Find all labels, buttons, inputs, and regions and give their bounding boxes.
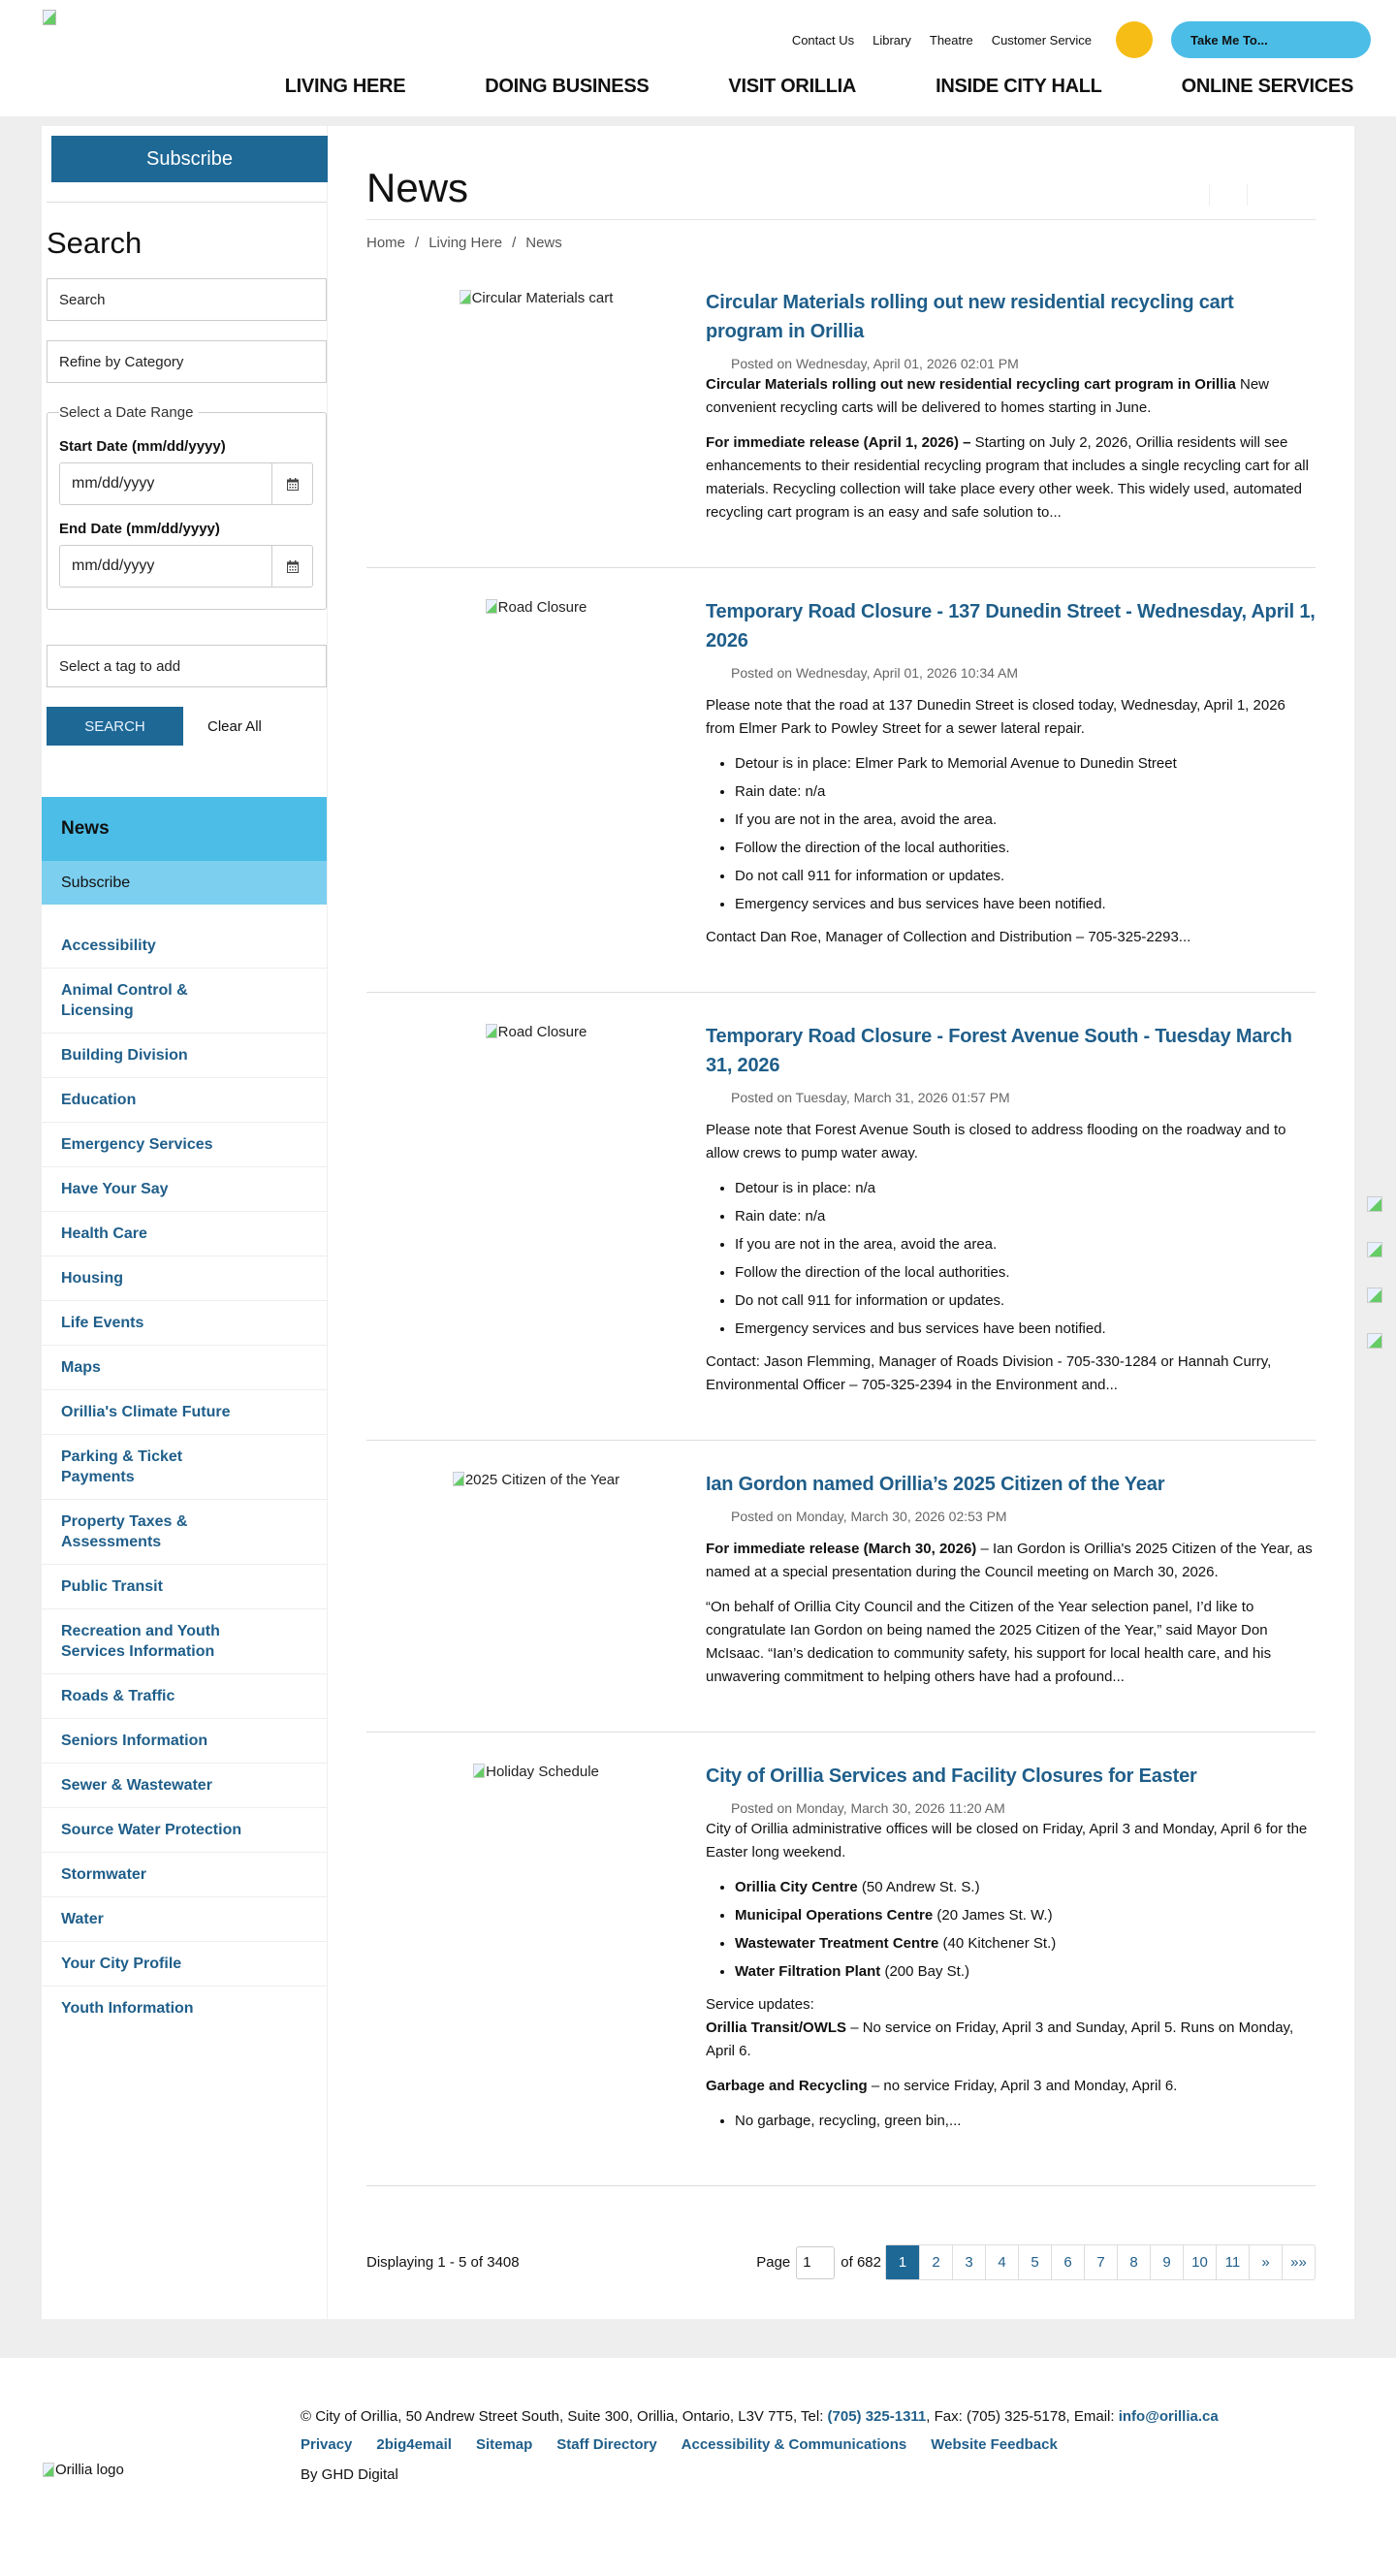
results-count: Displaying 1 - 5 of 3408	[366, 2254, 520, 2271]
sidebar-item-life-events[interactable]	[42, 1301, 327, 1346]
nav-living-here[interactable]: LIVING HERE	[284, 76, 406, 97]
section-nav-title[interactable]: News	[42, 797, 327, 861]
summary-bold: For immediate release (April 1, 2026) –	[706, 434, 971, 451]
page-container	[42, 126, 1354, 2319]
subscribe-button[interactable]: Subscribe	[51, 136, 328, 182]
sidebar-item-label: Have Your Say	[61, 1181, 169, 1197]
list-item: • Municipal Operations Centre (20 James St. W.)	[735, 1904, 1316, 1927]
sidebar-item-source-water[interactable]	[42, 1808, 327, 1853]
page-link-9[interactable]: 9	[1150, 2245, 1183, 2279]
page-title-text: News	[366, 165, 469, 210]
page-controls	[756, 2244, 1316, 2280]
nav-doing-business[interactable]: DOING BUSINESS	[485, 76, 650, 97]
summary-text: Contact Dan Roe, Manager of Collection and Distribution – 705-325-2293...	[706, 929, 1191, 945]
search-input[interactable]: Search	[47, 278, 327, 321]
posted-date: Posted on Monday, March 30, 2026 02:53 PM	[731, 1509, 1007, 1524]
breadcrumb: Home / Living Here / News	[366, 235, 562, 251]
sidebar-item-label: Youth Information	[61, 2000, 194, 2017]
end-date-label: End Date (mm/dd/yyyy)	[59, 521, 220, 537]
list-item: • Detour is in place: Elmer Park to Memorial Avenue to Dunedin Street	[735, 752, 1316, 776]
footer-email-link[interactable]: info@orillia.ca	[1118, 2408, 1219, 2425]
news-title-link[interactable]: Temporary Road Closure - Forest Avenue South - Tuesday March 31, 2026	[706, 1026, 1292, 1076]
image-placeholder-icon: Circular Materials cart	[460, 290, 614, 525]
sidebar-item-label: Recreation and Youth Services Information	[61, 1623, 220, 1660]
footer-credit: By GHD Digital	[301, 2466, 398, 2483]
sidebar-item-building-division[interactable]	[42, 1034, 327, 1078]
image-placeholder-icon: Holiday Schedule	[473, 1764, 599, 2143]
sidebar-item-sewer[interactable]	[42, 1764, 327, 1808]
list-item: • No garbage, recycling, green bin,...	[735, 2110, 1316, 2133]
last-page-button[interactable]: »»	[1282, 2245, 1315, 2279]
summary-list	[735, 1876, 1316, 1984]
summary-text: – No service on Friday, April 3 and Sunday, April 5. Runs on Monday, April 6.	[706, 2019, 1294, 2059]
page-total: of 682	[841, 2254, 881, 2271]
sidebar-item-label: Accessibility	[61, 938, 156, 954]
sidebar-item-label: Seniors Information	[61, 1733, 208, 1749]
sidebar-item-label: Maps	[61, 1359, 101, 1376]
date-range-fieldset	[47, 404, 327, 610]
tag-select[interactable]: Select a tag to add	[47, 645, 327, 687]
social-icon[interactable]	[1367, 1242, 1382, 1257]
list-item: • Rain date: n/a	[735, 780, 1316, 804]
posted-date: Posted on Tuesday, March 31, 2026 01:57 PM	[731, 1090, 1010, 1105]
sidebar-item-emergency-services[interactable]	[42, 1123, 327, 1167]
news-title-link[interactable]: Ian Gordon named Orillia’s 2025 Citizen of the Year	[706, 1474, 1165, 1495]
section-nav-subscribe[interactable]: Subscribe	[42, 861, 327, 905]
summary-text: New convenient recycling carts will be delivered to homes starting in June.	[706, 376, 1270, 416]
page-background	[0, 116, 1396, 2358]
contact-us-link[interactable]: Contact Us	[791, 32, 855, 48]
sidebar-item-public-transit[interactable]	[42, 1565, 327, 1609]
end-date-field	[59, 545, 313, 588]
library-link[interactable]: Library	[872, 32, 911, 48]
footer-tel-link[interactable]: (705) 325-1311	[827, 2408, 927, 2425]
summary-list	[735, 752, 1316, 916]
sidebar-item-education[interactable]	[42, 1078, 327, 1123]
news-title-link[interactable]: Temporary Road Closure - 137 Dunedin Street - Wednesday, April 1, 2026	[706, 601, 1316, 652]
sidebar-item-recreation-youth[interactable]	[42, 1609, 327, 1674]
service-updates-label: Service updates:	[706, 1996, 814, 2013]
sidebar-item-label: Property Taxes & Assessments	[61, 1513, 188, 1550]
sidebar-item-label: Roads & Traffic	[61, 1688, 175, 1704]
start-date-field	[59, 462, 313, 505]
share-icon[interactable]	[1247, 184, 1248, 206]
sidebar-item-maps[interactable]	[42, 1346, 327, 1390]
image-placeholder-icon: 2025 Citizen of the Year	[453, 1472, 619, 1689]
print-icon[interactable]	[1209, 184, 1210, 206]
sidebar-item-label: Animal Control & Licensing	[61, 982, 188, 1019]
sidebar-item-label: Orillia's Climate Future	[61, 1404, 231, 1420]
page-link-8[interactable]: 8	[1117, 2245, 1150, 2279]
nav-online-services[interactable]: ONLINE SERVICES	[1181, 76, 1353, 97]
page-link-5[interactable]: 5	[1018, 2245, 1051, 2279]
summary-text: Please note that Forest Avenue South is closed to address flooding on the roadway and to allow crews to pump water away.	[706, 1122, 1286, 1161]
sidebar-links	[42, 924, 327, 2030]
news-item	[366, 1733, 1316, 2186]
posted-date: Posted on Wednesday, April 01, 2026 10:34 AM	[731, 665, 1019, 681]
clear-all-link[interactable]: Clear All	[207, 717, 262, 735]
posted-date: Posted on Monday, March 30, 2026 11:20 AM	[731, 1800, 1005, 1816]
calendar-icon[interactable]	[271, 546, 312, 587]
footer-address: © City of Orillia, 50 Andrew Street South, Suite 300, Orillia, Ontario, L3V 7T5, Tel: (705) 325-1311, Fax: (705) 325-5178, Email: info@orillia.ca	[301, 2408, 1219, 2425]
sidebar-item-roads-traffic[interactable]	[42, 1674, 327, 1719]
footer-logo[interactable]: Orillia logo	[43, 2462, 124, 2478]
list-item: • If you are not in the area, avoid the area.	[735, 1233, 1316, 1256]
news-thumbnail[interactable]	[366, 1470, 706, 1689]
news-summary	[706, 1119, 1316, 1397]
calendar-icon[interactable]	[271, 463, 312, 504]
page-tools	[1209, 184, 1248, 206]
sidebar-item-label: Public Transit	[61, 1578, 163, 1595]
breadcrumb-living-here[interactable]: Living Here	[428, 235, 503, 251]
list-item: • Wastewater Treatment Centre (40 Kitchener St.)	[735, 1932, 1316, 1956]
breadcrumb-home[interactable]: Home	[366, 235, 406, 251]
footer-link-accessibility[interactable]: Accessibility & Communications	[681, 2436, 907, 2453]
sidebar-item-animal-control[interactable]	[42, 969, 327, 1034]
theatre-link[interactable]: Theatre	[929, 32, 973, 48]
next-page-button[interactable]: »	[1249, 2245, 1282, 2279]
image-placeholder-icon: Road Closure	[486, 599, 587, 949]
sidebar-item-label: Sewer & Wastewater	[61, 1777, 212, 1794]
summary-text: “On behalf of Orillia City Council and the Citizen of the Year selection panel, I’d like to congratulate Ian Gordon on being named the 2025 Citizen of the Year,” said Mayor Don McIsaac. “Ian’s dedication to community safety, his support for local health care, and his unwavering commitment to helping others have had a profound...	[706, 1599, 1272, 1685]
footer-link-privacy[interactable]: Privacy	[301, 2436, 353, 2453]
sidebar-item-seniors[interactable]	[42, 1719, 327, 1764]
footer-link-2big4email[interactable]: 2big4email	[376, 2436, 452, 2453]
news-item	[366, 1441, 1316, 1733]
list-item: • Follow the direction of the local authorities.	[735, 837, 1316, 860]
list-item: • Rain date: n/a	[735, 1205, 1316, 1228]
sidebar-item-label: Stormwater	[61, 1866, 147, 1883]
posted-date: Posted on Wednesday, April 01, 2026 02:01 PM	[731, 356, 1019, 371]
start-date-label: Start Date (mm/dd/yyyy)	[59, 438, 226, 455]
sidebar-item-have-your-say[interactable]	[42, 1167, 327, 1212]
social-icon[interactable]	[1367, 1288, 1382, 1303]
end-date-input[interactable]: mm/dd/yyyy	[72, 557, 155, 574]
news-summary	[706, 1538, 1316, 1689]
news-summary	[706, 694, 1316, 949]
page-link-1[interactable]: 1	[886, 2245, 919, 2279]
image-placeholder-icon: Road Closure	[486, 1024, 587, 1397]
main-content	[328, 126, 1354, 2319]
list-item: • Emergency services and bus services have been notified.	[735, 893, 1316, 916]
news-thumbnail[interactable]	[366, 597, 706, 949]
summary-bold: Circular Materials rolling out new residential recycling cart program in Orillia	[706, 376, 1236, 393]
utility-nav	[774, 21, 1371, 58]
news-title-link[interactable]: City of Orillia Services and Facility Closures for Easter	[706, 1765, 1197, 1787]
footer-link-feedback[interactable]: Website Feedback	[931, 2436, 1058, 2453]
summary-bold: Garbage and Recycling	[706, 2078, 868, 2094]
sidebar-item-housing[interactable]	[42, 1256, 327, 1301]
sidebar-item-label: Housing	[61, 1270, 123, 1287]
page-link-10[interactable]: 10	[1183, 2245, 1216, 2279]
start-date-input[interactable]: mm/dd/yyyy	[72, 475, 155, 492]
sidebar-item-label: Education	[61, 1092, 137, 1108]
summary-list	[735, 1177, 1316, 1341]
news-thumbnail[interactable]	[366, 1022, 706, 1397]
nav-inside-city-hall[interactable]: INSIDE CITY HALL	[936, 76, 1102, 97]
page-links	[885, 2244, 1316, 2280]
footer-link-staff-directory[interactable]: Staff Directory	[556, 2436, 657, 2453]
summary-text: Contact: Jason Flemming, Manager of Roads Division - 705-330-1284 or Hannah Curry, Environmental Officer – 705-325-2394 in the Environment and...	[706, 1353, 1272, 1393]
sidebar-item-climate-future[interactable]	[42, 1390, 327, 1435]
news-item	[366, 568, 1316, 993]
search-button[interactable]: SEARCH	[47, 707, 183, 746]
sidebar-item-city-profile[interactable]	[42, 1942, 327, 1987]
sidebar-item-parking[interactable]	[42, 1435, 327, 1500]
page-link-7[interactable]: 7	[1084, 2245, 1117, 2279]
sidebar-item-health-care[interactable]	[42, 1212, 327, 1256]
summary-text: – Ian Gordon is Orillia's 2025 Citizen of the Year, as named at a special presentation during the Council meeting on March 30, 2026.	[706, 1541, 1313, 1580]
summary-text: Please note that the road at 137 Dunedin Street is closed today, Wednesday, April 1, 2026 from Elmer Park to Powley Street for a sewer lateral repair.	[706, 697, 1285, 737]
page-title	[366, 165, 1316, 220]
news-summary	[706, 373, 1316, 525]
site-logo[interactable]	[43, 10, 56, 25]
sidebar-item-label: Health Care	[61, 1225, 147, 1242]
page-link-3[interactable]: 3	[952, 2245, 985, 2279]
summary-list	[735, 2110, 1316, 2133]
page-link-2[interactable]: 2	[919, 2245, 952, 2279]
breadcrumb-current: News	[525, 235, 562, 251]
take-me-to-button[interactable]: Take Me To...	[1171, 21, 1371, 58]
yellow-circle-icon[interactable]	[1116, 21, 1153, 58]
site-header	[0, 0, 1396, 116]
page-number-input[interactable]: 1	[796, 2246, 835, 2279]
page-link-4[interactable]: 4	[985, 2245, 1018, 2279]
footer-links	[301, 2436, 1219, 2453]
list-item: • Detour is in place: n/a	[735, 1177, 1316, 1200]
news-thumbnail[interactable]	[366, 1762, 706, 2143]
search-actions	[47, 707, 327, 746]
sidebar-item-stormwater[interactable]	[42, 1853, 327, 1897]
sidebar-item-property-taxes[interactable]	[42, 1500, 327, 1565]
news-summary	[706, 1818, 1316, 2133]
list-item: • Orillia City Centre (50 Andrew St. S.)	[735, 1876, 1316, 1899]
customer-service-link[interactable]: Customer Service	[991, 32, 1092, 48]
list-item: • Emergency services and bus services have been notified.	[735, 1318, 1316, 1341]
sidebar-item-label: Your City Profile	[61, 1956, 182, 1972]
sidebar-item-water[interactable]	[42, 1897, 327, 1942]
sidebar-item-label: Building Division	[61, 1047, 188, 1064]
sidebar-item-label: Emergency Services	[61, 1136, 213, 1153]
sidebar-item-label: Parking & Ticket Payments	[61, 1448, 183, 1485]
list-item: • Do not call 911 for information or updates.	[735, 1289, 1316, 1313]
nav-visit-orillia[interactable]: VISIT ORILLIA	[728, 76, 857, 97]
divider	[47, 202, 327, 203]
sidebar-item-label: Source Water Protection	[61, 1822, 242, 1838]
site-footer	[0, 2358, 1396, 2523]
pagination	[366, 2186, 1316, 2319]
category-select[interactable]: Refine by Category	[47, 340, 327, 383]
page-label: Page	[756, 2254, 791, 2271]
news-thumbnail[interactable]	[366, 288, 706, 525]
footer-link-sitemap[interactable]: Sitemap	[475, 2436, 533, 2453]
sidebar-item-accessibility[interactable]	[42, 924, 327, 969]
list-item: • Do not call 911 for information or updates.	[735, 865, 1316, 888]
sidebar-item-label: Life Events	[61, 1315, 144, 1331]
summary-bold: For immediate release (March 30, 2026)	[706, 1541, 977, 1557]
news-item	[366, 251, 1316, 568]
summary-text: – no service Friday, April 3 and Monday, April 6.	[867, 2078, 1178, 2094]
main-nav	[285, 76, 1353, 98]
list-item: • If you are not in the area, avoid the area.	[735, 809, 1316, 832]
news-item	[366, 993, 1316, 1441]
summary-bold: Orillia Transit/OWLS	[706, 2019, 847, 2036]
list-item: • Water Filtration Plant (200 Bay St.)	[735, 1960, 1316, 1984]
social-icon[interactable]	[1367, 1333, 1382, 1349]
sidebar	[42, 126, 328, 2319]
floating-social-bar	[1367, 1196, 1382, 1349]
social-icon[interactable]	[1367, 1196, 1382, 1212]
summary-text: City of Orillia administrative offices will be closed on Friday, April 3 and Monday, April 6 for the Easter long weekend.	[706, 1821, 1308, 1860]
list-item: • Follow the direction of the local authorities.	[735, 1261, 1316, 1285]
date-range-legend: Select a Date Range	[59, 404, 194, 421]
summary-text: Starting on July 2, 2026, Orillia residents will see enhancements to their residential recycling program that includes a single recycling cart for all materials. Recycling collection will take place every other week. This widely used, automated recycling cart program is an easy and safe solution to...	[706, 434, 1309, 521]
footer-info	[301, 2408, 1219, 2483]
search-heading: Search	[47, 226, 143, 260]
sidebar-item-youth-info[interactable]	[42, 1987, 327, 2030]
news-title-link[interactable]: Circular Materials rolling out new residential recycling cart program in Orillia	[706, 292, 1234, 342]
sidebar-item-label: Water	[61, 1911, 104, 1927]
page-link-11[interactable]: 11	[1216, 2245, 1249, 2279]
page-link-6[interactable]: 6	[1051, 2245, 1084, 2279]
